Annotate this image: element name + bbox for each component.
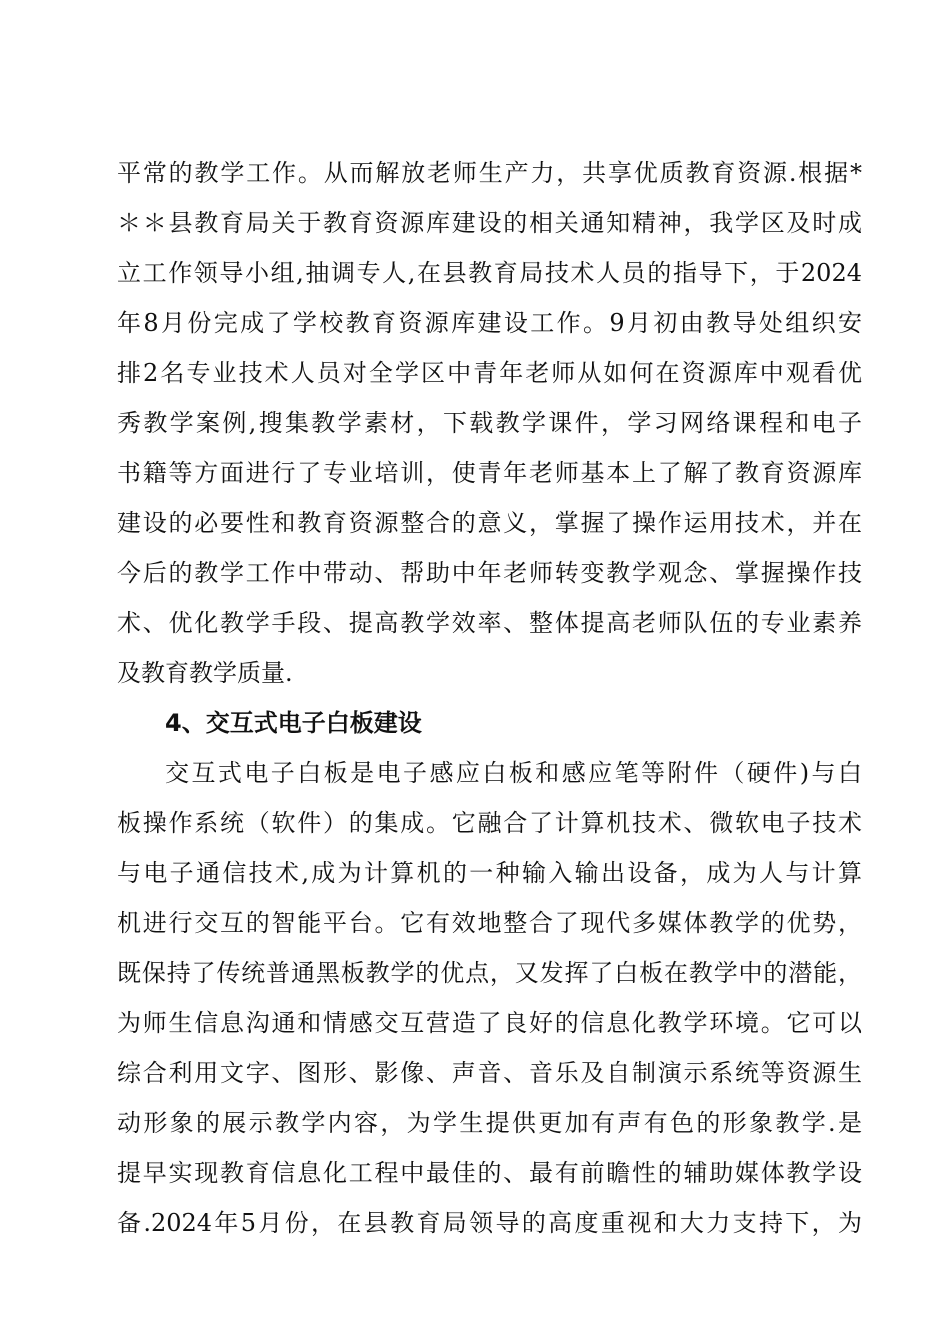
- paragraph-line: 为师生信息沟通和情感交互营造了良好的信息化教学环境。它可以: [117, 1009, 862, 1037]
- paragraph-line: 与电子通信技术,成为计算机的一种输入输出设备，成为人与计算: [117, 859, 862, 887]
- paragraph-line: 板操作系统（软件）的集成。它融合了计算机技术、微软电子技术: [117, 809, 862, 837]
- paragraph-line: 年8月份完成了学校教育资源库建设工作。9月初由教导处组织安: [117, 309, 862, 337]
- paragraph-line: 机进行交互的智能平台。它有效地整合了现代多媒体教学的优势，: [117, 909, 862, 937]
- paragraph-line: 今后的教学工作中带动、帮助中年老师转变教学观念、掌握操作技: [117, 559, 862, 587]
- paragraph-line: 术、优化教学手段、提高教学效率、整体提高老师队伍的专业素养: [117, 609, 862, 637]
- paragraph-line: ＊＊县教育局关于教育资源库建设的相关通知精神，我学区及时成: [117, 209, 862, 237]
- paragraph-line: 排2名专业技术人员对全学区中青年老师从如何在资源库中观看优: [117, 359, 862, 387]
- paragraph-line: 备.2024年5月份，在县教育局领导的高度重视和大力支持下，为: [117, 1209, 862, 1237]
- paragraph-line: 立工作领导小组,抽调专人,在县教育局技术人员的指导下，于2024: [117, 259, 862, 287]
- paragraph-line: 动形象的展示教学内容，为学生提供更加有声有色的形象教学.是: [117, 1109, 862, 1137]
- paragraph-line: 既保持了传统普通黑板教学的优点，又发挥了白板在教学中的潜能，: [117, 959, 862, 987]
- paragraph-line: 秀教学案例,搜集教学素材，下载教学课件，学习网络课程和电子: [117, 409, 862, 437]
- paragraph-line: 平常的教学工作。从而解放老师生产力，共享优质教育资源.根据*: [117, 159, 862, 187]
- paragraph-line: 交互式电子白板是电子感应白板和感应笔等附件（硬件)与白: [165, 759, 862, 787]
- paragraph-line: 及教育教学质量.: [117, 659, 293, 687]
- paragraph-line: 建设的必要性和教育资源整合的意义，掌握了操作运用技术，并在: [117, 509, 862, 537]
- paragraph-line: 综合利用文字、图形、影像、声音、音乐及自制演示系统等资源生: [117, 1059, 862, 1087]
- paragraph-line: 书籍等方面进行了专业培训，使青年老师基本上了解了教育资源库: [117, 459, 862, 487]
- section-heading: 4、交互式电子白板建设: [165, 709, 422, 737]
- paragraph-line: 提早实现教育信息化工程中最佳的、最有前瞻性的辅助媒体教学设: [117, 1159, 862, 1187]
